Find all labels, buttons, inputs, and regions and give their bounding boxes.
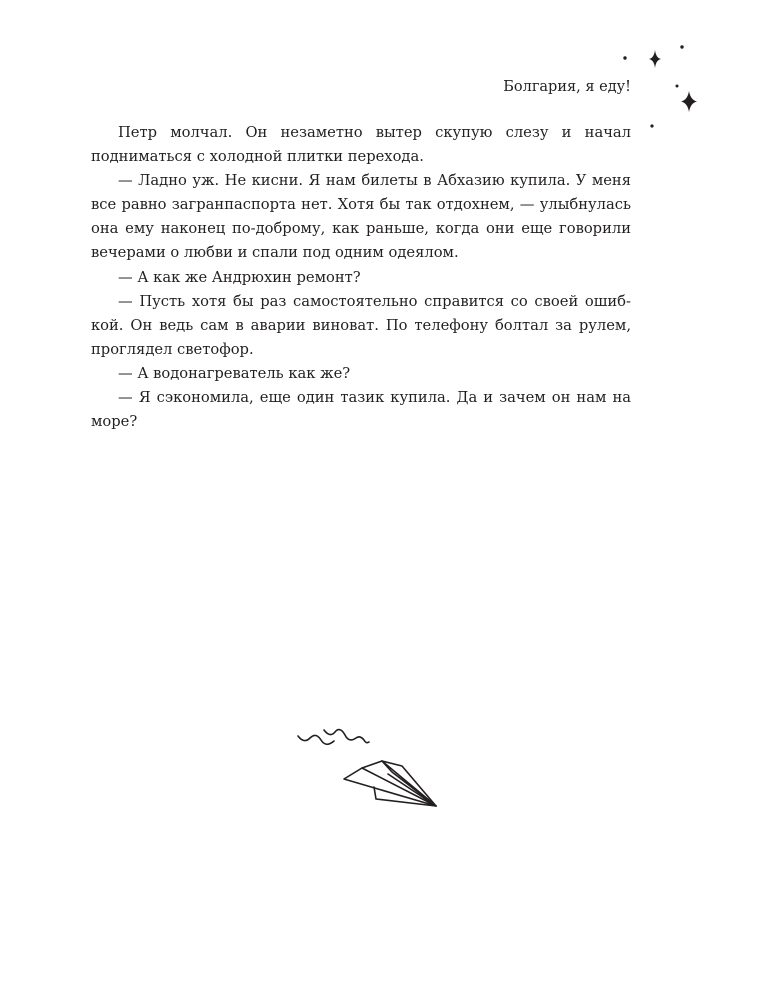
- sparkle-large-icon: [681, 91, 697, 112]
- paragraph-2: — Ладно уж. Не кисни. Я нам билеты в Абхазию купила. У меня все равно загранпаспорта нет. Хотя бы так отдохнем, — улыбнулась она ему наконец по-доброму, как раньше, когда они еще говорили вечерами о любви и спали под одним одеялом.: [91, 172, 631, 262]
- body-text: [91, 121, 631, 434]
- paragraph-4: — Пусть хотя бы раз самостоятельно справится со своей ошибкой. Он ведь сам в аварии виноват. По телефону болтал за рулем, проглядел светофор.: [91, 292, 631, 358]
- star-dot: [676, 85, 679, 88]
- paragraph-1: Петр молчал. Он незаметно вытер скупую слезу и начал подниматься с холодной плитки перехода.: [91, 124, 631, 166]
- star-dot: [650, 124, 653, 127]
- motion-line-2: [324, 730, 369, 743]
- star-dot: [680, 45, 683, 48]
- paragraph-5: — А водонагреватель как же?: [118, 364, 351, 382]
- star-dot: [623, 56, 626, 59]
- running-header: Болгария, я еду!: [503, 79, 631, 95]
- paper-airplane-icon: [294, 726, 444, 810]
- paragraph-6: — Я сэкономила, еще один тазик купила. Да и зачем он нам на море?: [91, 389, 631, 431]
- motion-line-1: [298, 735, 334, 744]
- paragraph-3: — А как же Андрюхин ремонт?: [118, 268, 361, 286]
- sparkle-small-icon: [649, 50, 661, 68]
